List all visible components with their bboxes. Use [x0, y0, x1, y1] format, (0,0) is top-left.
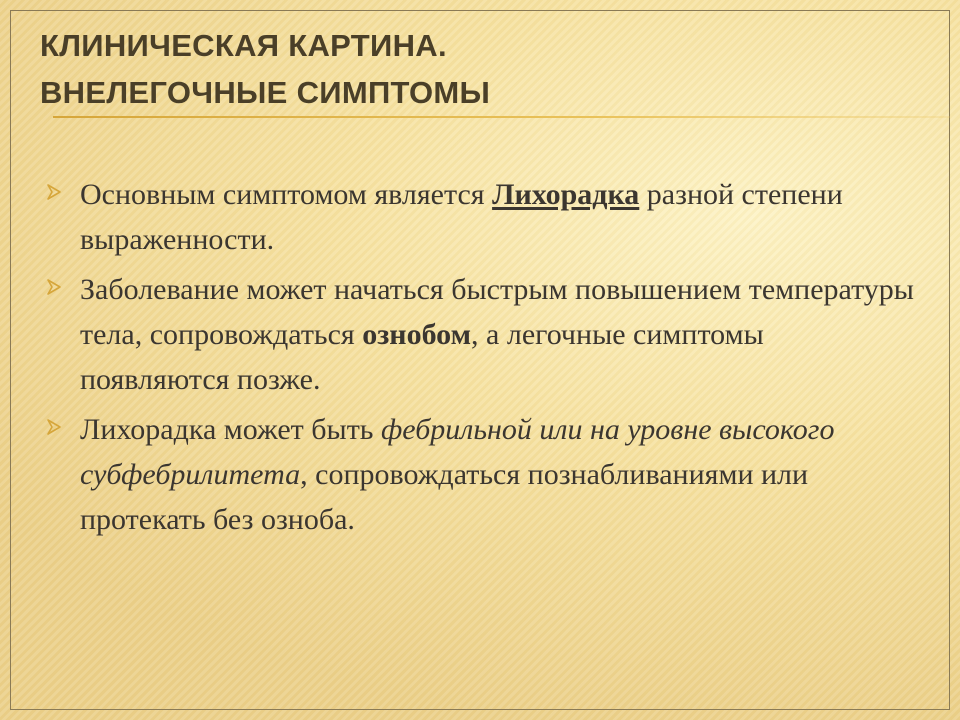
slide-title [40, 22, 490, 116]
bullet-text: Заболевание может начаться быстрым повышением температуры тела, сопровождаться [80, 273, 914, 351]
chevron-arrow-icon [46, 418, 64, 436]
bullet-list [46, 172, 916, 547]
bullet-item-fever-degree [46, 407, 916, 542]
title-underline [53, 116, 950, 118]
bullet-text: разной степени выраженности. [80, 178, 843, 256]
chevron-arrow-icon [46, 183, 64, 201]
bullet-item-onset [46, 267, 916, 402]
bullet-text: Лихорадка может быть [80, 413, 381, 446]
fever-degree-term: фебрильной или на уровне высокого субфебрилитета [80, 413, 835, 491]
bullet-item-fever-main [46, 172, 916, 262]
fever-term: Лихорадка [492, 178, 640, 211]
chills-term: ознобом [362, 318, 472, 351]
title-line-2: ВНЕЛЕГОЧНЫЕ СИМПТОМЫ [40, 75, 491, 110]
bullet-text: , сопровождаться познабливаниями или протекать без озноба. [80, 458, 809, 536]
chevron-arrow-icon [46, 278, 64, 296]
title-line-1: КЛИНИЧЕСКАЯ КАРТИНА. [40, 28, 447, 63]
bullet-text: , а легочные симптомы появляются позже. [80, 318, 764, 396]
bullet-text: Основным симптомом является [80, 178, 493, 211]
